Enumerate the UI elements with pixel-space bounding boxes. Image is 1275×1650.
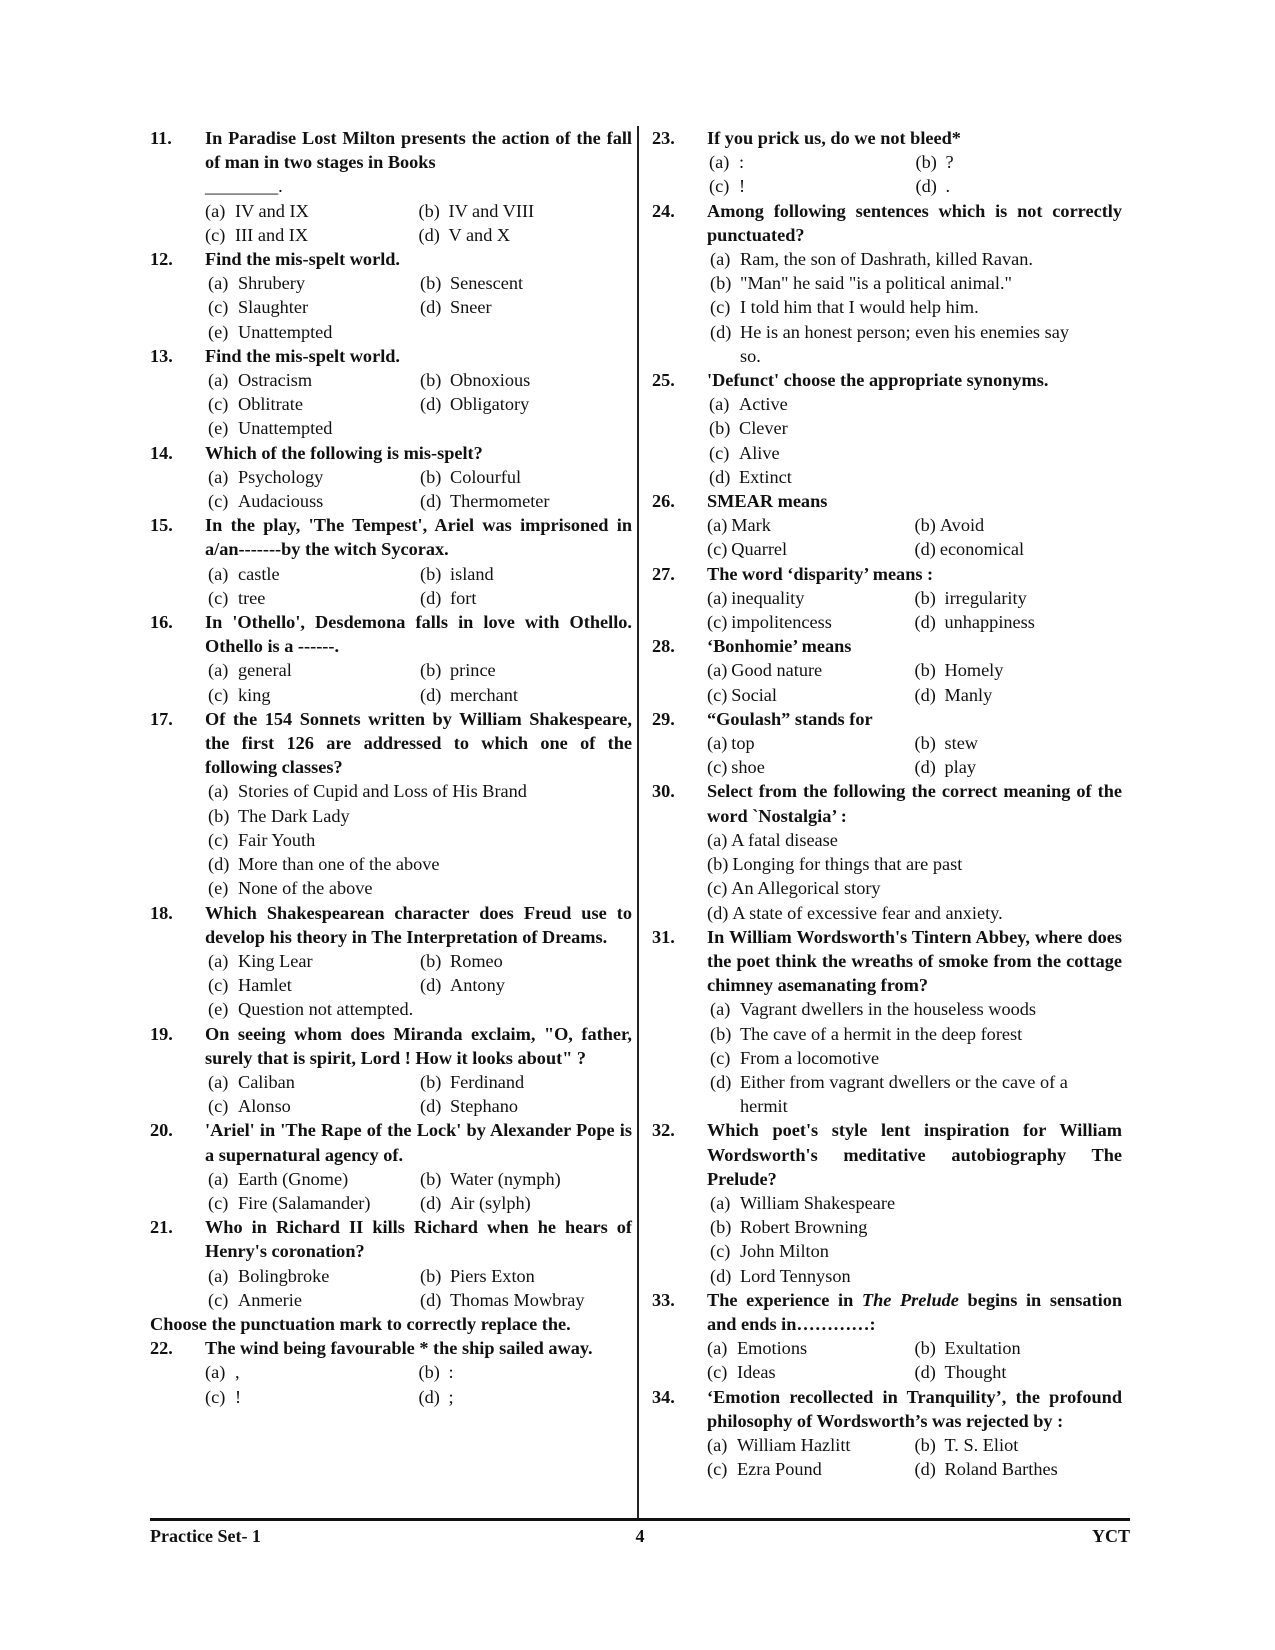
question-number: 28. bbox=[652, 636, 675, 657]
option-b[interactable]: (b) island bbox=[420, 563, 494, 584]
question-number: 25. bbox=[652, 370, 675, 391]
options bbox=[710, 997, 1122, 1118]
option-d[interactable]: (d) Thomas Mowbray bbox=[420, 1289, 585, 1310]
options bbox=[707, 1336, 1122, 1384]
option-a[interactable]: (a) top bbox=[707, 733, 755, 754]
option-d[interactable]: (d) Roland Barthes bbox=[914, 1459, 1058, 1480]
option-e[interactable]: (e) None of the above bbox=[208, 878, 373, 899]
question-21 bbox=[150, 1215, 632, 1312]
option-a[interactable]: (a) IV and IX bbox=[205, 200, 309, 221]
question-number: 29. bbox=[652, 708, 675, 729]
options bbox=[208, 779, 632, 900]
question-text: Find the mis-spelt world. bbox=[205, 249, 401, 270]
option-d[interactable]: (d) A state of excessive fear and anxiety. bbox=[707, 902, 1003, 923]
question-31 bbox=[652, 925, 1122, 1119]
question-17 bbox=[150, 707, 632, 901]
option-d[interactable]: (d) Air (sylph) bbox=[420, 1192, 531, 1213]
option-e[interactable]: (e) Question not attempted. bbox=[208, 999, 414, 1020]
column-divider bbox=[637, 126, 639, 1519]
footer-set-label: Practice Set- 1 bbox=[150, 1526, 261, 1546]
options bbox=[208, 1070, 632, 1118]
question-text: Find the mis-spelt world. bbox=[205, 345, 401, 366]
option-a[interactable]: (a) : bbox=[709, 152, 745, 173]
option-d[interactable]: (d) economical bbox=[914, 539, 1025, 560]
question-text: Which of the following is mis-spelt? bbox=[205, 442, 483, 463]
question-27 bbox=[652, 562, 1122, 635]
question-number: 17. bbox=[150, 708, 173, 729]
question-15 bbox=[150, 513, 632, 610]
question-text: On seeing whom does Miranda exclaim, "O, father, surely that is spirit, Lord ! How it looks about" ? bbox=[205, 1023, 632, 1068]
option-e[interactable]: (e) Unattempted bbox=[208, 321, 333, 342]
option-c[interactable]: (c) shoe bbox=[707, 757, 765, 778]
question-text: ‘Bonhomie’ means bbox=[707, 636, 852, 657]
question-text: In 'Othello', Desdemona falls in love with Othello. Othello is a ------. bbox=[205, 612, 632, 657]
question-text: Which Shakespearean character does Freud use to develop his theory in The Interpretation of Dreams. bbox=[205, 902, 632, 947]
option-a[interactable]: (a) William Hazlitt bbox=[707, 1434, 851, 1455]
option-b[interactable]: (b) Longing for things that are past bbox=[707, 854, 963, 875]
question-number: 22. bbox=[150, 1338, 173, 1359]
option-a[interactable]: (a) Ostracism bbox=[208, 370, 313, 391]
question-number: 23. bbox=[652, 128, 675, 148]
left-column bbox=[150, 126, 640, 1481]
option-d[interactable]: (d) Manly bbox=[914, 684, 993, 705]
question-text: In the play, 'The Tempest', Ariel was imprisoned in a/an-------by the witch Sycorax. bbox=[205, 515, 632, 560]
option-a[interactable]: (a) Active bbox=[709, 394, 788, 415]
option-c[interactable]: (c) Ideas bbox=[707, 1362, 776, 1383]
footer-rule bbox=[150, 1518, 1130, 1521]
question-number: 33. bbox=[652, 1289, 675, 1310]
option-a[interactable]: (a) Psychology bbox=[208, 466, 324, 487]
question-number: 31. bbox=[652, 926, 675, 947]
option-d[interactable]: (d) He is an honest person; even his enemies say bbox=[710, 321, 1069, 342]
option-d[interactable]: (d) Either from vagrant dwellers or the cave of a bbox=[710, 1071, 1068, 1092]
option-d[interactable]: (d) More than one of the above bbox=[208, 854, 440, 875]
question-text: If you prick us, do we not bleed* bbox=[707, 128, 961, 148]
question-24 bbox=[652, 199, 1122, 368]
option-a[interactable]: (a) Earth (Gnome) bbox=[208, 1168, 349, 1189]
footer-publisher: YCT bbox=[1092, 1526, 1131, 1546]
option-b[interactable]: (b) Colourful bbox=[420, 466, 522, 487]
question-12 bbox=[150, 247, 632, 344]
option-c[interactable]: (c) Alonso bbox=[208, 1096, 291, 1117]
option-c[interactable]: (c) Anmerie bbox=[208, 1289, 302, 1310]
option-b[interactable]: (b) : bbox=[418, 1362, 454, 1383]
question-11 bbox=[150, 126, 632, 247]
options bbox=[707, 1433, 1122, 1481]
option-b[interactable]: (b) ? bbox=[915, 152, 954, 173]
option-a[interactable]: (a) Stories of Cupid and Loss of His Brand bbox=[208, 781, 527, 802]
question-text: 'Ariel' in 'The Rape of the Lock' by Alexander Pope is a supernatural agency of. bbox=[205, 1120, 632, 1165]
option-c[interactable]: (c) Hamlet bbox=[208, 975, 292, 996]
option-d[interactable]: (d) V and X bbox=[418, 224, 511, 245]
question-number: 27. bbox=[652, 563, 675, 584]
question-29 bbox=[652, 707, 1122, 780]
question-30 bbox=[652, 779, 1122, 924]
section-instruction: Choose the punctuation mark to correctly replace the. bbox=[150, 1313, 571, 1334]
option-a[interactable]: (a) Caliban bbox=[208, 1071, 295, 1092]
option-d[interactable]: (d) Sneer bbox=[420, 297, 492, 318]
option-c[interactable]: (c) ! bbox=[709, 176, 746, 197]
option-a[interactable]: (a) Ram, the son of Dashrath, killed Ravan. bbox=[710, 249, 1033, 270]
question-28 bbox=[652, 634, 1122, 707]
options bbox=[208, 465, 632, 513]
option-a[interactable]: (a) Shrubery bbox=[208, 273, 306, 294]
option-d[interactable]: (d) Antony bbox=[420, 975, 505, 996]
option-c[interactable]: (c) Oblitrate bbox=[208, 394, 303, 415]
option-a[interactable]: (a) A fatal disease bbox=[707, 829, 838, 850]
option-d[interactable]: (d) Thought bbox=[914, 1362, 1007, 1383]
question-number: 32. bbox=[652, 1120, 675, 1141]
option-d[interactable]: (d) Obligatory bbox=[420, 394, 530, 415]
question-19 bbox=[150, 1022, 632, 1119]
question-number: 12. bbox=[150, 249, 173, 270]
option-b[interactable]: (b) Exultation bbox=[914, 1338, 1021, 1359]
option-b[interactable]: (b) Robert Browning bbox=[710, 1217, 868, 1238]
options bbox=[707, 513, 1122, 561]
option-c[interactable]: (c) John Milton bbox=[710, 1241, 829, 1262]
options bbox=[205, 1360, 632, 1408]
question-22 bbox=[150, 1336, 632, 1409]
option-a[interactable]: (a) inequality bbox=[707, 587, 805, 608]
option-c[interactable]: (c) impolitencess bbox=[707, 612, 832, 633]
option-b[interactable]: (b) T. S. Eliot bbox=[914, 1434, 1019, 1455]
question-text: Which poet's style lent inspiration for William Wordsworth's meditative autobiography The Prelude? bbox=[707, 1120, 1122, 1189]
option-a[interactable]: (a) , bbox=[205, 1362, 240, 1383]
option-a[interactable]: (a) Good nature bbox=[707, 660, 823, 681]
question-number: 16. bbox=[150, 612, 173, 633]
question-number: 14. bbox=[150, 442, 173, 463]
option-c[interactable]: (c) tree bbox=[208, 587, 266, 608]
option-c[interactable]: (c) Audaciouss bbox=[208, 491, 324, 512]
question-23 bbox=[652, 126, 1122, 199]
options bbox=[208, 368, 632, 441]
option-d[interactable]: (d) Stephano bbox=[420, 1096, 519, 1117]
option-c[interactable]: (c) III and IX bbox=[205, 224, 309, 245]
options bbox=[208, 1264, 632, 1312]
question-14 bbox=[150, 441, 632, 514]
option-d[interactable]: (d) . bbox=[915, 176, 951, 197]
option-a[interactable]: (a) castle bbox=[208, 563, 280, 584]
question-text: 'Defunct' choose the appropriate synonyms. bbox=[707, 370, 1049, 391]
question-33 bbox=[652, 1288, 1122, 1385]
options bbox=[709, 150, 1122, 198]
option-d-continuation: hermit bbox=[740, 1096, 788, 1117]
question-text: “Goulash” stands for bbox=[707, 708, 873, 729]
option-b[interactable]: (b) Senescent bbox=[420, 273, 524, 294]
question-text: The word ‘disparity’ means : bbox=[707, 563, 934, 584]
option-b[interactable]: (b) Clever bbox=[709, 418, 788, 439]
question-20 bbox=[150, 1118, 632, 1215]
option-d[interactable]: (d) unhappiness bbox=[914, 612, 1035, 633]
options bbox=[205, 199, 632, 247]
question-number: 26. bbox=[652, 491, 675, 512]
option-a[interactable]: (a) Vagrant dwellers in the houseless woods bbox=[710, 999, 1036, 1020]
question-number: 21. bbox=[150, 1217, 173, 1238]
options bbox=[710, 247, 1122, 368]
option-b[interactable]: (b) Ferdinand bbox=[420, 1071, 525, 1092]
option-c[interactable]: (c) ! bbox=[205, 1386, 242, 1407]
options bbox=[208, 1167, 632, 1215]
option-b[interactable]: (b) Avoid bbox=[914, 515, 985, 536]
options bbox=[707, 828, 1122, 925]
option-a[interactable]: (a) William Shakespeare bbox=[710, 1192, 896, 1213]
question-text: In William Wordsworth's Tintern Abbey, where does the poet think the wreaths of smoke from the cottage chimney asemanating from? bbox=[707, 926, 1122, 996]
option-b[interactable]: (b) stew bbox=[914, 733, 979, 754]
question-13 bbox=[150, 344, 632, 441]
option-c[interactable]: (c) From a locomotive bbox=[710, 1047, 880, 1068]
question-16 bbox=[150, 610, 632, 707]
question-number: 15. bbox=[150, 515, 173, 536]
question-text: Of the 154 Sonnets written by William Shakespeare, the first 126 are addressed to which one of the following classes? bbox=[205, 708, 632, 778]
option-e[interactable]: (e) Unattempted bbox=[208, 418, 333, 439]
question-number: 20. bbox=[150, 1120, 173, 1141]
question-text: In Paradise Lost Milton presents the action of the fall of man in two stages in Books bbox=[205, 128, 632, 173]
question-text: Who in Richard II kills Richard when he hears of Henry's coronation? bbox=[205, 1217, 632, 1262]
option-b[interactable]: (b) Romeo bbox=[420, 950, 503, 971]
question-32 bbox=[652, 1118, 1122, 1287]
question-number: 11. bbox=[150, 128, 172, 148]
option-b[interactable]: (b) Homely bbox=[914, 660, 1004, 681]
question-text: ‘Emotion recollected in Tranquility’, the profound philosophy of Wordsworth’s was rejected by : bbox=[707, 1386, 1122, 1431]
question-18 bbox=[150, 901, 632, 1022]
option-b[interactable]: (b) Water (nymph) bbox=[420, 1168, 561, 1189]
option-a[interactable]: (a) Mark bbox=[707, 515, 771, 536]
question-34 bbox=[652, 1385, 1122, 1482]
option-b[interactable]: (b) "Man" he said "is a political animal." bbox=[710, 273, 1013, 294]
option-c[interactable]: (c) Slaughter bbox=[208, 297, 309, 318]
option-c[interactable]: (c) king bbox=[208, 684, 271, 705]
answer-blank: ________. bbox=[205, 176, 283, 197]
option-d[interactable]: (d) play bbox=[914, 757, 976, 778]
options bbox=[707, 731, 1122, 779]
options bbox=[208, 562, 632, 610]
question-text: The wind being favourable * the ship sailed away. bbox=[205, 1338, 593, 1359]
option-d[interactable]: (d) fort bbox=[420, 587, 477, 608]
page-number: 4 bbox=[635, 1526, 645, 1546]
option-a[interactable]: (a) Emotions bbox=[707, 1338, 808, 1359]
question-26 bbox=[652, 489, 1122, 562]
option-d[interactable]: (d) ; bbox=[418, 1386, 454, 1407]
question-number: 30. bbox=[652, 781, 675, 802]
italic-title: The Prelude bbox=[861, 1289, 959, 1310]
question-number: 24. bbox=[652, 200, 675, 221]
option-b[interactable]: (b) The Dark Lady bbox=[208, 805, 350, 826]
question-25 bbox=[652, 368, 1122, 489]
options bbox=[208, 658, 632, 706]
option-b[interactable]: (b) The cave of a hermit in the deep forest bbox=[710, 1023, 1023, 1044]
options bbox=[709, 392, 1122, 489]
options bbox=[710, 1191, 1122, 1288]
question-number: 18. bbox=[150, 902, 173, 923]
option-b[interactable]: (b) IV and VIII bbox=[418, 200, 535, 221]
option-a[interactable]: (a) King Lear bbox=[208, 950, 313, 971]
option-b[interactable]: (b) Piers Exton bbox=[420, 1265, 535, 1286]
options bbox=[707, 586, 1122, 634]
option-c[interactable]: (c) An Allegorical story bbox=[707, 878, 881, 899]
option-d[interactable]: (d) merchant bbox=[420, 684, 519, 705]
question-number: 19. bbox=[150, 1023, 173, 1044]
option-c[interactable]: (c) Fair Youth bbox=[208, 829, 316, 850]
option-c[interactable]: (c) Fire (Salamander) bbox=[208, 1192, 371, 1213]
question-text: Among following sentences which is not correctly punctuated? bbox=[707, 200, 1122, 245]
right-column bbox=[640, 126, 1122, 1481]
question-text: The experience in The Prelude begins in sensation and ends in…………: bbox=[707, 1289, 1122, 1334]
option-a[interactable]: (a) general bbox=[208, 660, 292, 681]
option-d[interactable]: (d) Extinct bbox=[709, 466, 792, 487]
question-page bbox=[150, 126, 1130, 1481]
options bbox=[707, 658, 1122, 706]
option-d-continuation: so. bbox=[740, 345, 761, 366]
page-footer bbox=[150, 1526, 1130, 1547]
option-d[interactable]: (d) Lord Tennyson bbox=[710, 1265, 851, 1286]
option-b[interactable]: (b) irregularity bbox=[914, 587, 1027, 608]
option-c[interactable]: (c) Ezra Pound bbox=[707, 1459, 822, 1480]
options bbox=[208, 949, 632, 1022]
option-c[interactable]: (c) Quarrel bbox=[707, 539, 788, 560]
question-text: Select from the following the correct meaning of the word `Nostalgia’ : bbox=[707, 781, 1122, 826]
option-b[interactable]: (b) Obnoxious bbox=[420, 370, 531, 391]
options bbox=[208, 271, 632, 344]
option-c[interactable]: (c) Social bbox=[707, 684, 777, 705]
option-c[interactable]: (c) Alive bbox=[709, 442, 780, 463]
option-d[interactable]: (d) Thermometer bbox=[420, 491, 550, 512]
question-number: 13. bbox=[150, 345, 173, 366]
option-a[interactable]: (a) Bolingbroke bbox=[208, 1265, 330, 1286]
option-b[interactable]: (b) prince bbox=[420, 660, 496, 681]
option-c[interactable]: (c) I told him that I would help him. bbox=[710, 297, 979, 318]
question-text: SMEAR means bbox=[707, 491, 828, 512]
question-number: 34. bbox=[652, 1386, 675, 1407]
